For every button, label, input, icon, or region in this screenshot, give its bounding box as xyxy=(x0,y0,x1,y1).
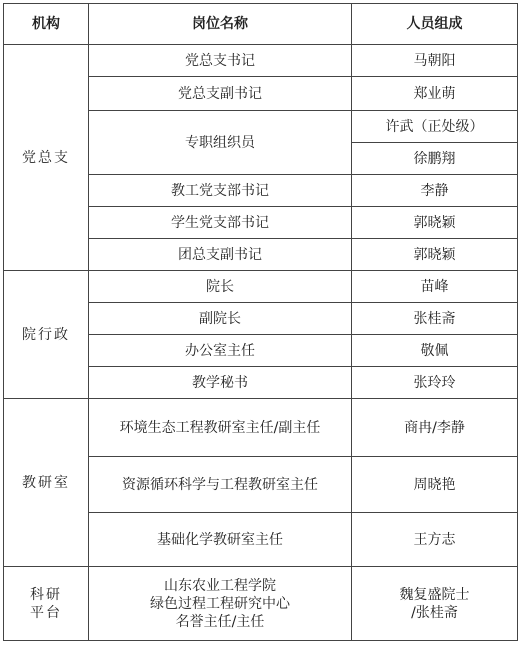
position-cell: 环境生态工程教研室主任/副主任 xyxy=(89,399,352,457)
position-cell: 党总支副书记 xyxy=(89,77,352,111)
table-row xyxy=(4,45,518,77)
position-cell: 基础化学教研室主任 xyxy=(89,513,352,567)
position-cell: 资源循环科学与工程教研室主任 xyxy=(89,457,352,513)
unit-teaching-office: 教研室 xyxy=(4,399,89,567)
position-cell: 教学秘书 xyxy=(89,367,352,399)
people-cell: 张玲玲 xyxy=(352,367,518,399)
position-line: 山东农业工程学院 xyxy=(164,577,276,594)
position-cell: 办公室主任 xyxy=(89,335,352,367)
unit-line: 平台 xyxy=(30,604,62,621)
unit-research-platform xyxy=(4,567,89,641)
position-line: 名誉主任/主任 xyxy=(175,613,265,630)
position-cell: 学生党支部书记 xyxy=(89,207,352,239)
table-row xyxy=(4,399,518,457)
position-cell: 教工党支部书记 xyxy=(89,175,352,207)
header-position: 岗位名称 xyxy=(89,4,352,45)
people-cell: 李静 xyxy=(352,175,518,207)
position-cell: 团总支副书记 xyxy=(89,239,352,271)
position-cell: 专职组织员 xyxy=(89,111,352,175)
unit-college-admin: 院行政 xyxy=(4,271,89,399)
people-cell: 敬佩 xyxy=(352,335,518,367)
header-unit: 机构 xyxy=(4,4,89,45)
people-cell: 许武（正处级） xyxy=(352,111,518,143)
people-cell: 周晓艳 xyxy=(352,457,518,513)
organization-table xyxy=(3,3,518,641)
header-people: 人员组成 xyxy=(352,4,518,45)
position-cell: 院长 xyxy=(89,271,352,303)
people-cell: 马朝阳 xyxy=(352,45,518,77)
table-row xyxy=(4,567,518,641)
people-cell xyxy=(352,567,518,641)
position-cell: 副院长 xyxy=(89,303,352,335)
people-cell: 徐鹏翔 xyxy=(352,143,518,175)
unit-line: 科研 xyxy=(30,586,62,603)
header-row xyxy=(4,4,518,45)
people-cell: 郭晓颖 xyxy=(352,207,518,239)
position-cell: 党总支书记 xyxy=(89,45,352,77)
unit-party-committee: 党总支 xyxy=(4,45,89,271)
people-line: 魏复盛院士 xyxy=(399,586,470,603)
people-cell: 王方志 xyxy=(352,513,518,567)
people-cell: 张桂斋 xyxy=(352,303,518,335)
table-row xyxy=(4,271,518,303)
position-line: 绿色过程工程研究中心 xyxy=(150,595,290,612)
position-cell xyxy=(89,567,352,641)
people-cell: 郭晓颖 xyxy=(352,239,518,271)
people-cell: 郑业萌 xyxy=(352,77,518,111)
people-cell: 商冉/李静 xyxy=(352,399,518,457)
people-line: /张桂斋 xyxy=(411,604,458,621)
people-cell: 苗峰 xyxy=(352,271,518,303)
